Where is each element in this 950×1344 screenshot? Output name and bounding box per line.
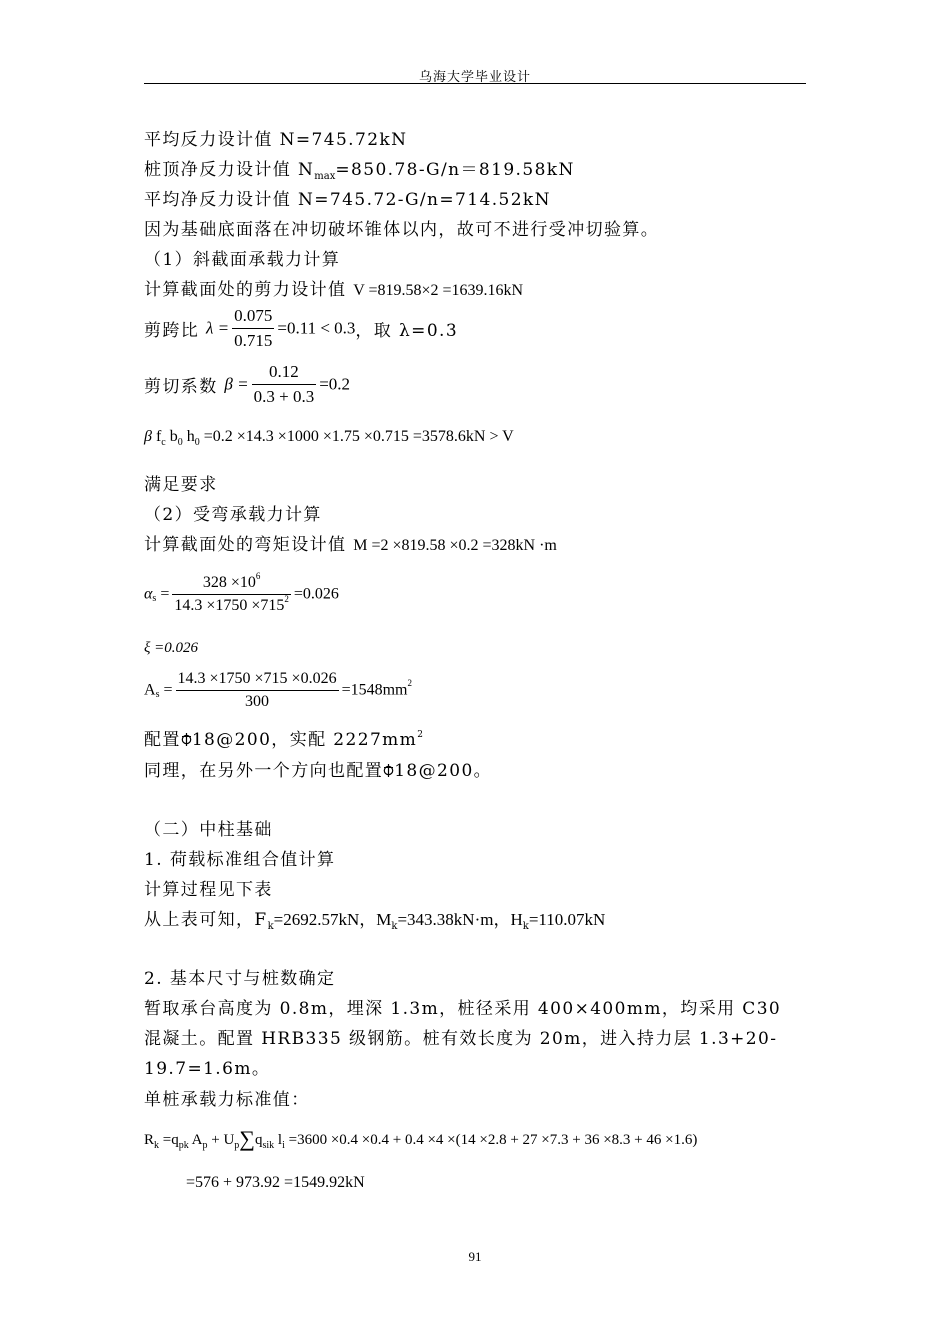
formula-xi: ξ =0.026: [144, 640, 199, 656]
formula-pile-capacity-result: =576 + 973.92 =1549.92kN: [186, 1174, 365, 1191]
paragraph-line-2: 混凝土。配置 HRB335 级钢筋。桩有效长度为 20m，进入持力层 1.3+20-: [144, 1029, 778, 1049]
line-satisfied: 满足要求: [144, 475, 218, 495]
line-pile-top-reaction: 桩顶净反力设计值 $N_{max}=850.78-G/n=819.58kN$: [144, 160, 575, 182]
formula-shear-span-ratio: 剪跨比 λ = $\frac{0.075}{0.715}$ =0.11 < 0.3，取 λ=0.3: [144, 306, 459, 350]
formula-pile-capacity: $R_k =q_{pk}$ $A_p + U_p\sum q_{sik}$ $l_i =3600 \times 0.4 \times 0.4 + 0.4 \times 4 \times(14 \times 2.8 + 27 \times 7.3 + 36 \times 8.3 + 46 \times 1.6)$: [144, 1126, 698, 1151]
paragraph-line-1: 暂取承台高度为 0.8m，埋深 1.3m，桩径采用 400×400mm，均采用 C30: [144, 999, 782, 1019]
fraction: $\frac{328 \times 10^6}{14.3 \times 1750 \times 715^2}$: [174, 571, 289, 614]
formula-shear-capacity: β $f_c$ $b_0$ $h_0 =0.2 \times 14.3 \times 1000 \times 1.75 \times 0.715 =3578.6kN > V$: [144, 428, 514, 448]
heading-load-combination: 1. 荷载标准组合值计算: [144, 850, 336, 870]
formula-shear-coefficient: 剪切系数 β = $\frac{0.12}{0.3 + 0.3}$ =0.2: [144, 362, 351, 406]
formula-steel-area: $A_s$ = $\frac{14.3 \times 1750 \times 715 \times 0.026}{300}$ $=1548mm^2$: [144, 670, 412, 710]
page-header-title: 乌海大学毕业设计: [418, 70, 531, 85]
paragraph-line-3: 19.7=1.6m。: [144, 1059, 271, 1079]
heading-oblique-section: （1）斜截面承载力计算: [144, 250, 341, 270]
line-moment-design-value: 计算截面处的弯矩设计值 M =2 ×819.58 ×0.2 =328kN ·m: [144, 535, 557, 555]
line-reinforcement: 配置 18@200，实配 $2227mm^2$: [144, 730, 423, 750]
rebar-grade-symbol-icon: [181, 732, 192, 746]
line-load-values: 从上表可知，$F_k=2692.57kN$，$M_k=343.38kN\cdot m$，$H_k=110.07kN$: [144, 910, 606, 932]
line-single-pile-capacity: 单桩承载力标准值：: [144, 1090, 310, 1110]
line-avg-reaction: 平均反力设计值 N=745.72kN: [144, 130, 408, 150]
header-rule: [144, 83, 806, 84]
fraction: $\frac{0.075}{0.715}$: [234, 306, 273, 350]
fraction: $\frac{0.12}{0.3 + 0.3}$: [253, 362, 315, 406]
formula-alpha-s: $\alpha_s$ = $\frac{328 \times 10^6}{14.3 \times 1750 \times 715^2}$ =0.026: [144, 571, 339, 614]
section-heading-middle-column: （二）中柱基础: [144, 820, 273, 840]
heading-flexural-capacity: （2）受弯承载力计算: [144, 505, 322, 525]
heading-basic-dimensions: 2. 基本尺寸与桩数确定: [144, 969, 336, 989]
line-see-table: 计算过程见下表: [144, 880, 273, 900]
line-shear-design-value: 计算截面处的剪力设计值 V =819.58×2 =1639.16kN: [144, 280, 524, 300]
line-other-direction: 同理，在另外一个方向也配置 18@200。: [144, 761, 493, 781]
line-avg-net-reaction: 平均净反力设计值 N=745.72-G/n=714.52kN: [144, 190, 551, 210]
fraction: $\frac{14.3 \times 1750 \times 715 \times 0.026}{300}$: [177, 670, 337, 710]
rebar-grade-symbol-icon: [383, 763, 394, 777]
line-punching-note: 因为基础底面落在冲切破坏锥体以内，故可不进行受冲切验算。: [144, 220, 660, 240]
page-number: 91: [468, 1249, 482, 1264]
